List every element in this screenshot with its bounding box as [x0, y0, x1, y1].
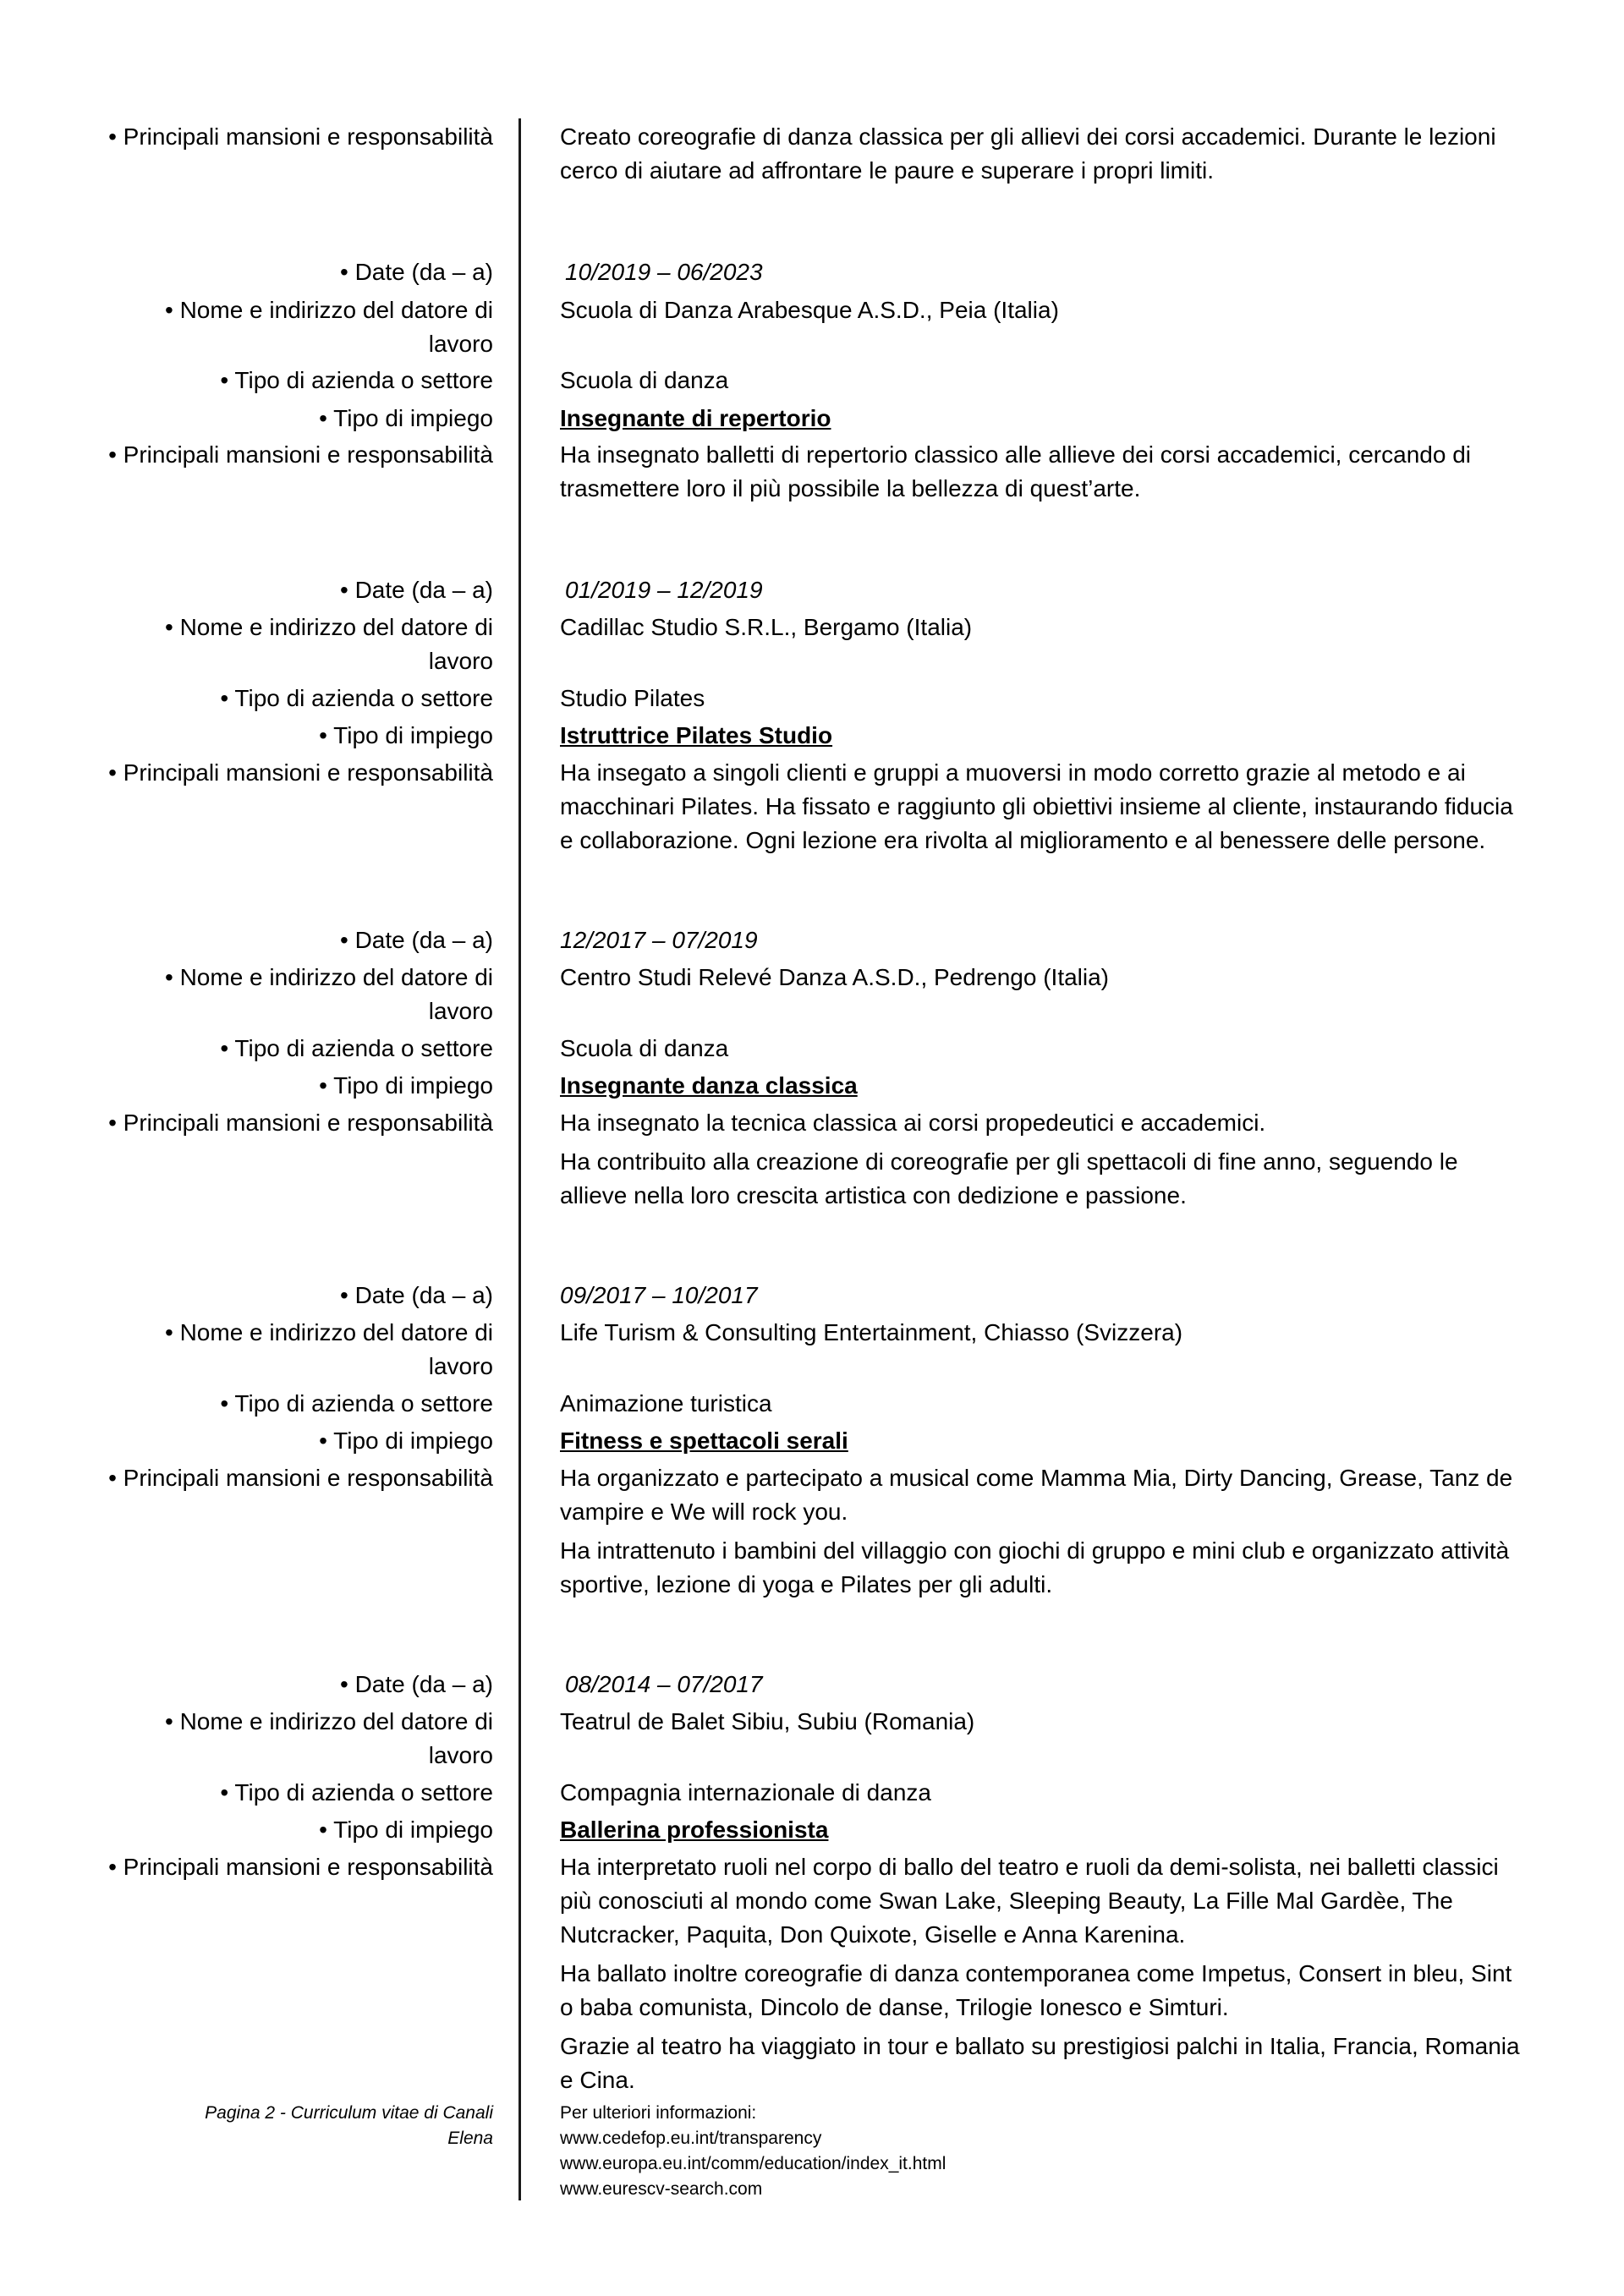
employer-label: • Nome e indirizzo del datore di lavoro: [165, 1319, 493, 1379]
sector-label: • Tipo di azienda o settore: [220, 1390, 493, 1417]
employer-label: • Nome e indirizzo del datore di lavoro: [165, 297, 493, 357]
entry-job-title: Fitness e spettacoli serali: [560, 1427, 848, 1454]
entry-dates: 10/2019 – 06/2023: [565, 259, 763, 285]
page-number-label: Pagina 2 - Curriculum vitae di Canali Elena: [205, 2103, 493, 2148]
duties-label: • Principali mansioni e responsabilità: [108, 1110, 493, 1136]
dates-label: • Date (da – a): [339, 259, 493, 285]
footer-link[interactable]: www.cedefop.eu.int/transparency: [560, 2129, 822, 2148]
entry-employer: Scuola di Danza Arabesque A.S.D., Peia (Italia): [560, 297, 1059, 323]
dates-label: • Date (da – a): [339, 927, 493, 953]
duty-paragraph: Ha ballato inoltre coreografie di danza contemporanea come Impetus, Consert in bleu, Sint o baba comunista, Dincolo de danse, Trilogie Ionesco e Simturi.: [560, 1960, 1512, 2020]
duty-paragraph: Ha insegato a singoli clienti e gruppi a muoversi in modo corretto grazie al metodo e ai macchinari Pilates. Ha fissato e raggiunto gli obiettivi insieme al cliente, instaurando fiducia e collaborazione. Ogni lezione era rivolta al miglioramento e al benessere delle persone.: [560, 759, 1513, 853]
entry-employer: Teatrul de Balet Sibiu, Subiu (Romania): [560, 1708, 975, 1734]
duties-label: • Principali mansioni e responsabilità: [108, 1854, 493, 1880]
entry-employer: Cadillac Studio S.R.L., Bergamo (Italia): [560, 614, 973, 640]
duties-label: • Principali mansioni e responsabilità: [108, 759, 493, 786]
entry-job-title: Insegnante di repertorio: [560, 405, 831, 431]
entry-sector: Studio Pilates: [560, 685, 705, 711]
duty-paragraph: Ha organizzato e partecipato a musical come Mamma Mia, Dirty Dancing, Grease, Tanz de vampire e We will rock you.: [560, 1465, 1513, 1525]
footer-link[interactable]: www.eurescv-search.com: [560, 2179, 763, 2199]
duty-paragraph: Ha insegnato la tecnica classica ai corsi propedeutici e accademici.: [560, 1110, 1266, 1136]
entry-employer: Life Turism & Consulting Entertainment, Chiasso (Svizzera): [560, 1319, 1183, 1345]
duties-label: • Principali mansioni e responsabilità: [108, 123, 493, 150]
employer-label: • Nome e indirizzo del datore di lavoro: [165, 614, 493, 674]
dates-label: • Date (da – a): [339, 1282, 493, 1308]
entry-dates: 08/2014 – 07/2017: [565, 1671, 763, 1697]
duty-paragraph: Grazie al teatro ha viaggiato in tour e ballato su prestigiosi palchi in Italia, Francia, Romania e Cina.: [560, 2033, 1520, 2093]
entry-duties: [560, 1461, 1524, 1602]
entry-duties: [560, 756, 1524, 858]
entry-duties: [560, 438, 1524, 506]
intro-duties: Creato coreografie di danza classica per gli allievi dei corsi accademici. Durante le lezioni cerco di aiutare ad affrontare le paure e superare i propri limiti.: [560, 123, 1496, 184]
entry-job-title: Insegnante danza classica: [560, 1072, 858, 1099]
duties-label: • Principali mansioni e responsabilità: [108, 1465, 493, 1491]
footer-link[interactable]: www.europa.eu.int/comm/education/index_it.html: [560, 2154, 946, 2173]
job-label: • Tipo di impiego: [319, 405, 493, 431]
entry-duties: [560, 1106, 1524, 1213]
job-label: • Tipo di impiego: [319, 1427, 493, 1454]
employer-label: • Nome e indirizzo del datore di lavoro: [165, 1708, 493, 1768]
entry-sector: Compagnia internazionale di danza: [560, 1779, 931, 1806]
duty-paragraph: Ha intrattenuto i bambini del villaggio con giochi di gruppo e mini club e organizzato attività sportive, lezione di yoga e Pilates per gli adulti.: [560, 1537, 1510, 1597]
entry-dates: 01/2019 – 12/2019: [565, 577, 763, 603]
entry-employer: Centro Studi Relevé Danza A.S.D., Pedrengo (Italia): [560, 964, 1110, 990]
job-label: • Tipo di impiego: [319, 722, 493, 748]
entry-sector: Animazione turistica: [560, 1390, 772, 1417]
sector-label: • Tipo di azienda o settore: [220, 367, 493, 393]
sector-label: • Tipo di azienda o settore: [220, 1035, 493, 1061]
entry-job-title: Ballerina professionista: [560, 1817, 829, 1843]
footer-info-title: Per ulteriori informazioni:: [560, 2103, 757, 2123]
duty-paragraph: Ha interpretato ruoli nel corpo di ballo del teatro e ruoli da demi-solista, nei balletti classici più conosciuti al mondo come Swan Lake, Sleeping Beauty, La Fille Mal Gardèe, The Nutcracker, Paquita, Don Quixote, Giselle e Anna Karenina.: [560, 1854, 1499, 1948]
footer-info: [560, 2101, 1321, 2202]
entry-dates: 12/2017 – 07/2019: [560, 927, 758, 953]
column-divider: [518, 118, 521, 2200]
dates-label: • Date (da – a): [339, 577, 493, 603]
entry-job-title: Istruttrice Pilates Studio: [560, 722, 833, 748]
dates-label: • Date (da – a): [339, 1671, 493, 1697]
sector-label: • Tipo di azienda o settore: [220, 685, 493, 711]
job-label: • Tipo di impiego: [319, 1072, 493, 1099]
entry-dates: 09/2017 – 10/2017: [560, 1282, 758, 1308]
duty-paragraph: Ha insegnato balletti di repertorio classico alle allieve dei corsi accademici, cercando di trasmettere loro il più possibile la bellezza di quest’arte.: [560, 441, 1471, 501]
job-label: • Tipo di impiego: [319, 1817, 493, 1843]
entry-sector: Scuola di danza: [560, 367, 729, 393]
employer-label: • Nome e indirizzo del datore di lavoro: [165, 964, 493, 1024]
sector-label: • Tipo di azienda o settore: [220, 1779, 493, 1806]
entry-duties: [560, 1850, 1524, 2097]
entry-sector: Scuola di danza: [560, 1035, 729, 1061]
duties-label: • Principali mansioni e responsabilità: [108, 441, 493, 468]
duty-paragraph: Ha contribuito alla creazione di coreografie per gli spettacoli di fine anno, seguendo le allieve nella loro crescita artistica con dedizione e passione.: [560, 1148, 1458, 1208]
